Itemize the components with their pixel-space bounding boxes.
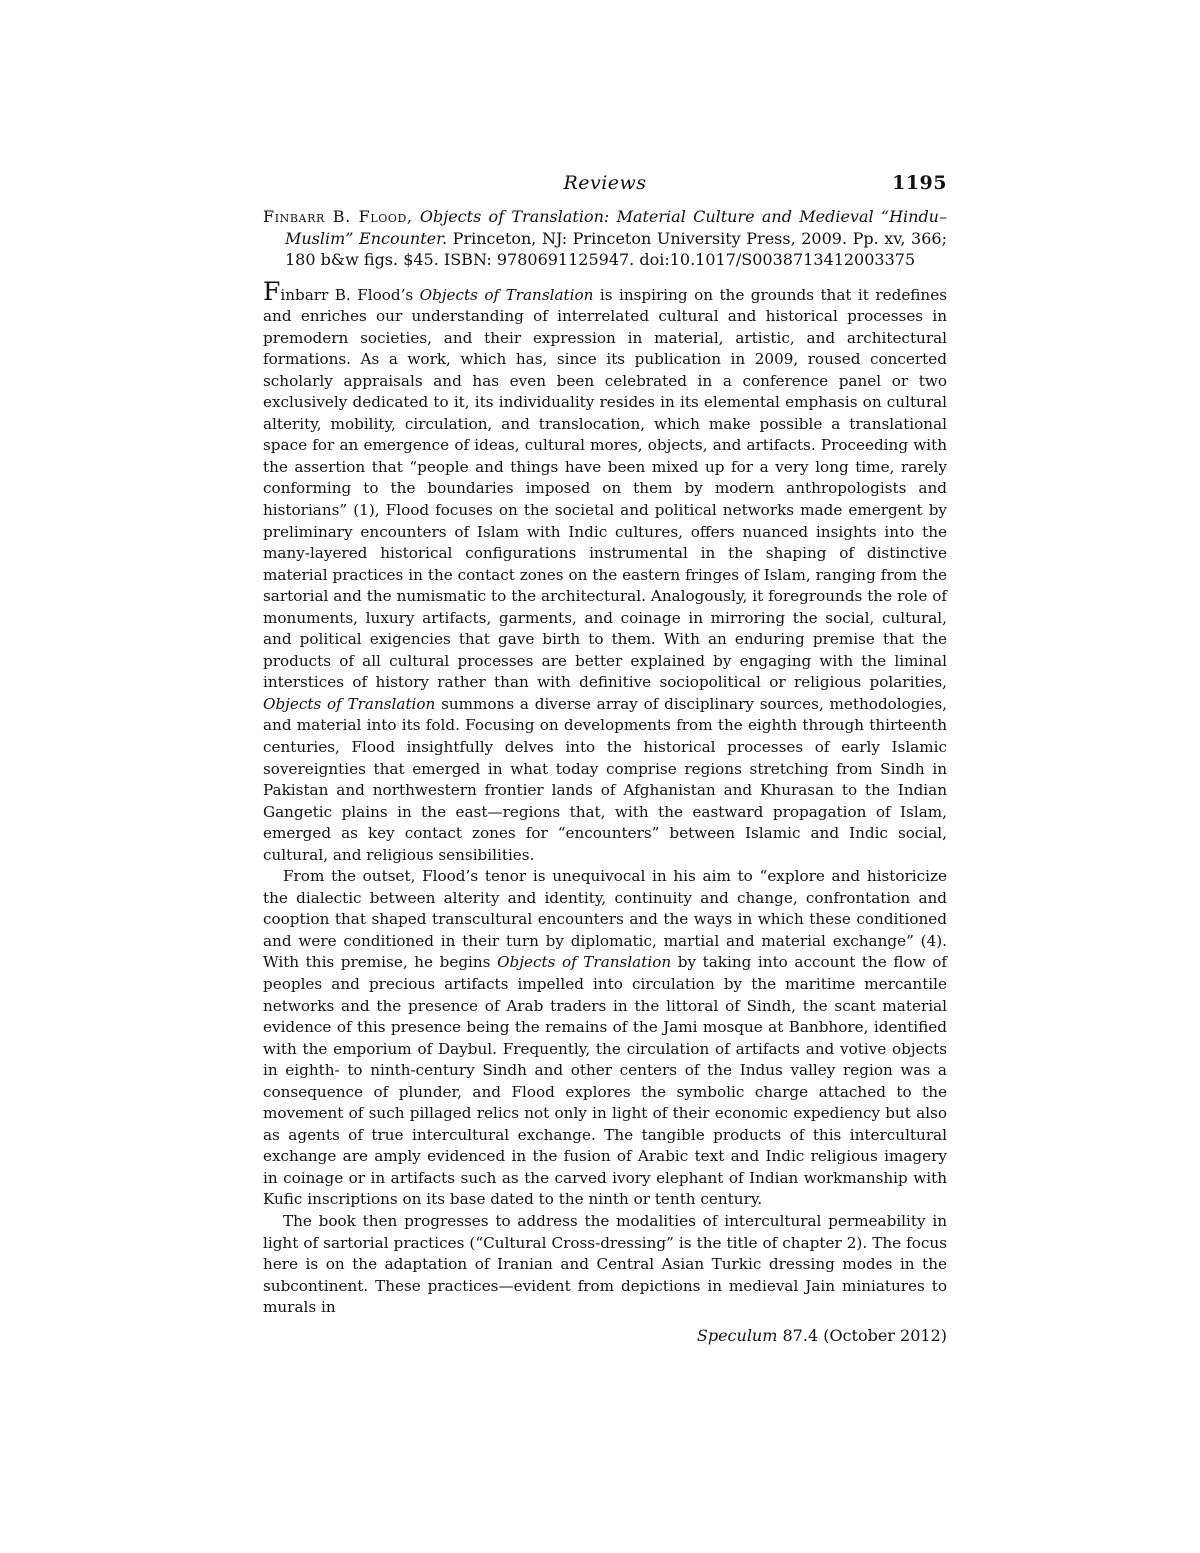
drop-cap: F <box>263 276 281 306</box>
book-title-italic: Objects of Translation <box>419 285 594 304</box>
paragraph-2-text-a: From the outset, Flood’s tenor is unequivocal in his aim to “explore and historicize the dialectic between alterity and identity, continuity and change, confrontation and cooption that shaped transcultural encounters and the ways in which these conditioned and were conditioned in their turn by diplomatic, martial and material exchange” (4). With this premise, he begins <box>263 867 947 972</box>
paragraph-2-text-b: by taking into account the flow of peoples and precious artifacts impelled into circulation by the maritime mercantile networks and the presence of Arab traders in the littoral of Sindh, the scant material evidence of this presence being the remains of the Jami mosque at Banbhore, identified with the emporium of Daybul. Frequently, the circulation of artifacts and votive objects in eighth- to ninth-century Sindh and other centers of the Indus valley region was a consequence of plunder, and Flood explores the symbolic charge attached to the movement of such pillaged relics not only in light of their economic expediency but also as agents of true intercultural exchange. The tangible products of this intercultural exchange are amply evidenced in the fusion of Arabic text and Indic religious imagery in coinage or in artifacts such as the carved ivory elephant of Indian workmanship with Kufic inscriptions on its base dated to the ninth or tenth century. <box>263 953 947 1209</box>
review-citation <box>263 206 947 271</box>
citation-author: Finbarr B. Flood, <box>263 207 413 226</box>
page <box>263 172 947 1319</box>
paragraph-1 <box>263 276 947 867</box>
citation-title: Objects of Translation: Material Culture and Medieval “Hindu–Muslim” Encounter. <box>285 207 947 248</box>
paragraph-1-text-a: is inspiring on the grounds that it redefines and enriches our understanding of interrelated cultural and historical processes in premodern societies, and their expression in material, artistic, and architectural formations. As a work, which has, since its publication in 2009, roused concerted scholarly appraisals and has even been celebrated in a conference panel or two exclusively dedicated to it, its individuality resides in its elemental emphasis on cultural alterity, mobility, circulation, and translocation, which make possible a translational space for an emergence of ideas, cultural mores, objects, and artifacts. Proceeding with the assertion that “people and things have been mixed up for a very long time, rarely conforming to the boundaries imposed on them by modern anthropologists and historians” (1), Flood focuses on the societal and political networks made emergent by preliminary encounters of Islam with Indic cultures, offers nuanced insights into the many-layered historical configurations instrumental in the shaping of distinctive material practices in the contact zones on the eastern fringes of Islam, ranging from the sartorial and the numismatic to the architectural. Analogously, it foregrounds the role of monuments, luxury artifacts, garments, and coinage in mirroring the social, cultural, and political exigencies that gave birth to them. With an enduring premise that the products of all cultural processes are better explained by engaging with the liminal interstices of history rather than with definitive sociopolitical or religious polarities, <box>263 285 947 692</box>
paragraph-2 <box>263 866 947 1211</box>
paragraph-1-text-b: summons a diverse array of disciplinary sources, methodologies, and material into its fold. Focusing on developments from the eighth through thirteenth centuries, Flood insightfully delves into the historical processes of early Islamic sovereignties that emerged in what today comprise regions stretching from Sindh in Pakistan and northwestern frontier lands of Afghanistan and Khurasan to the Indian Gangetic plains in the east—regions that, with the eastward propagation of Islam, emerged as key contact zones for “encounters” between Islamic and Indic social, cultural, and religious sensibilities. <box>263 694 947 864</box>
paragraph-1-lead: inbarr B. Flood’s <box>280 285 420 304</box>
running-head <box>263 172 947 202</box>
journal-issue: 87.4 (October 2012) <box>777 1326 947 1345</box>
running-head-section: Reviews <box>563 172 647 194</box>
page-number: 1195 <box>892 172 947 194</box>
review-body <box>263 276 947 1319</box>
citation-publication: Princeton, NJ: Princeton University Press, 2009. Pp. xv, 366; 180 b&w figs. $45. ISBN: 9780691125947. doi:10.1017/S0038713412003375 <box>285 228 947 269</box>
paragraph-3-text: The book then progresses to address the modalities of intercultural permeability in light of sartorial practices (“Cultural Cross-dressing” is the title of chapter 2). The focus here is on the adaptation of Iranian and Central Asian Turkic dressing modes in the subcontinent. These practices—evident from depictions in medieval Jain miniatures to murals in <box>263 1212 947 1317</box>
book-title-italic: Objects of Translation <box>263 694 436 713</box>
journal-footer <box>263 1326 947 1345</box>
book-title-italic: Objects of Translation <box>497 953 672 972</box>
paragraph-3 <box>263 1211 947 1319</box>
journal-name: Speculum <box>696 1326 778 1345</box>
